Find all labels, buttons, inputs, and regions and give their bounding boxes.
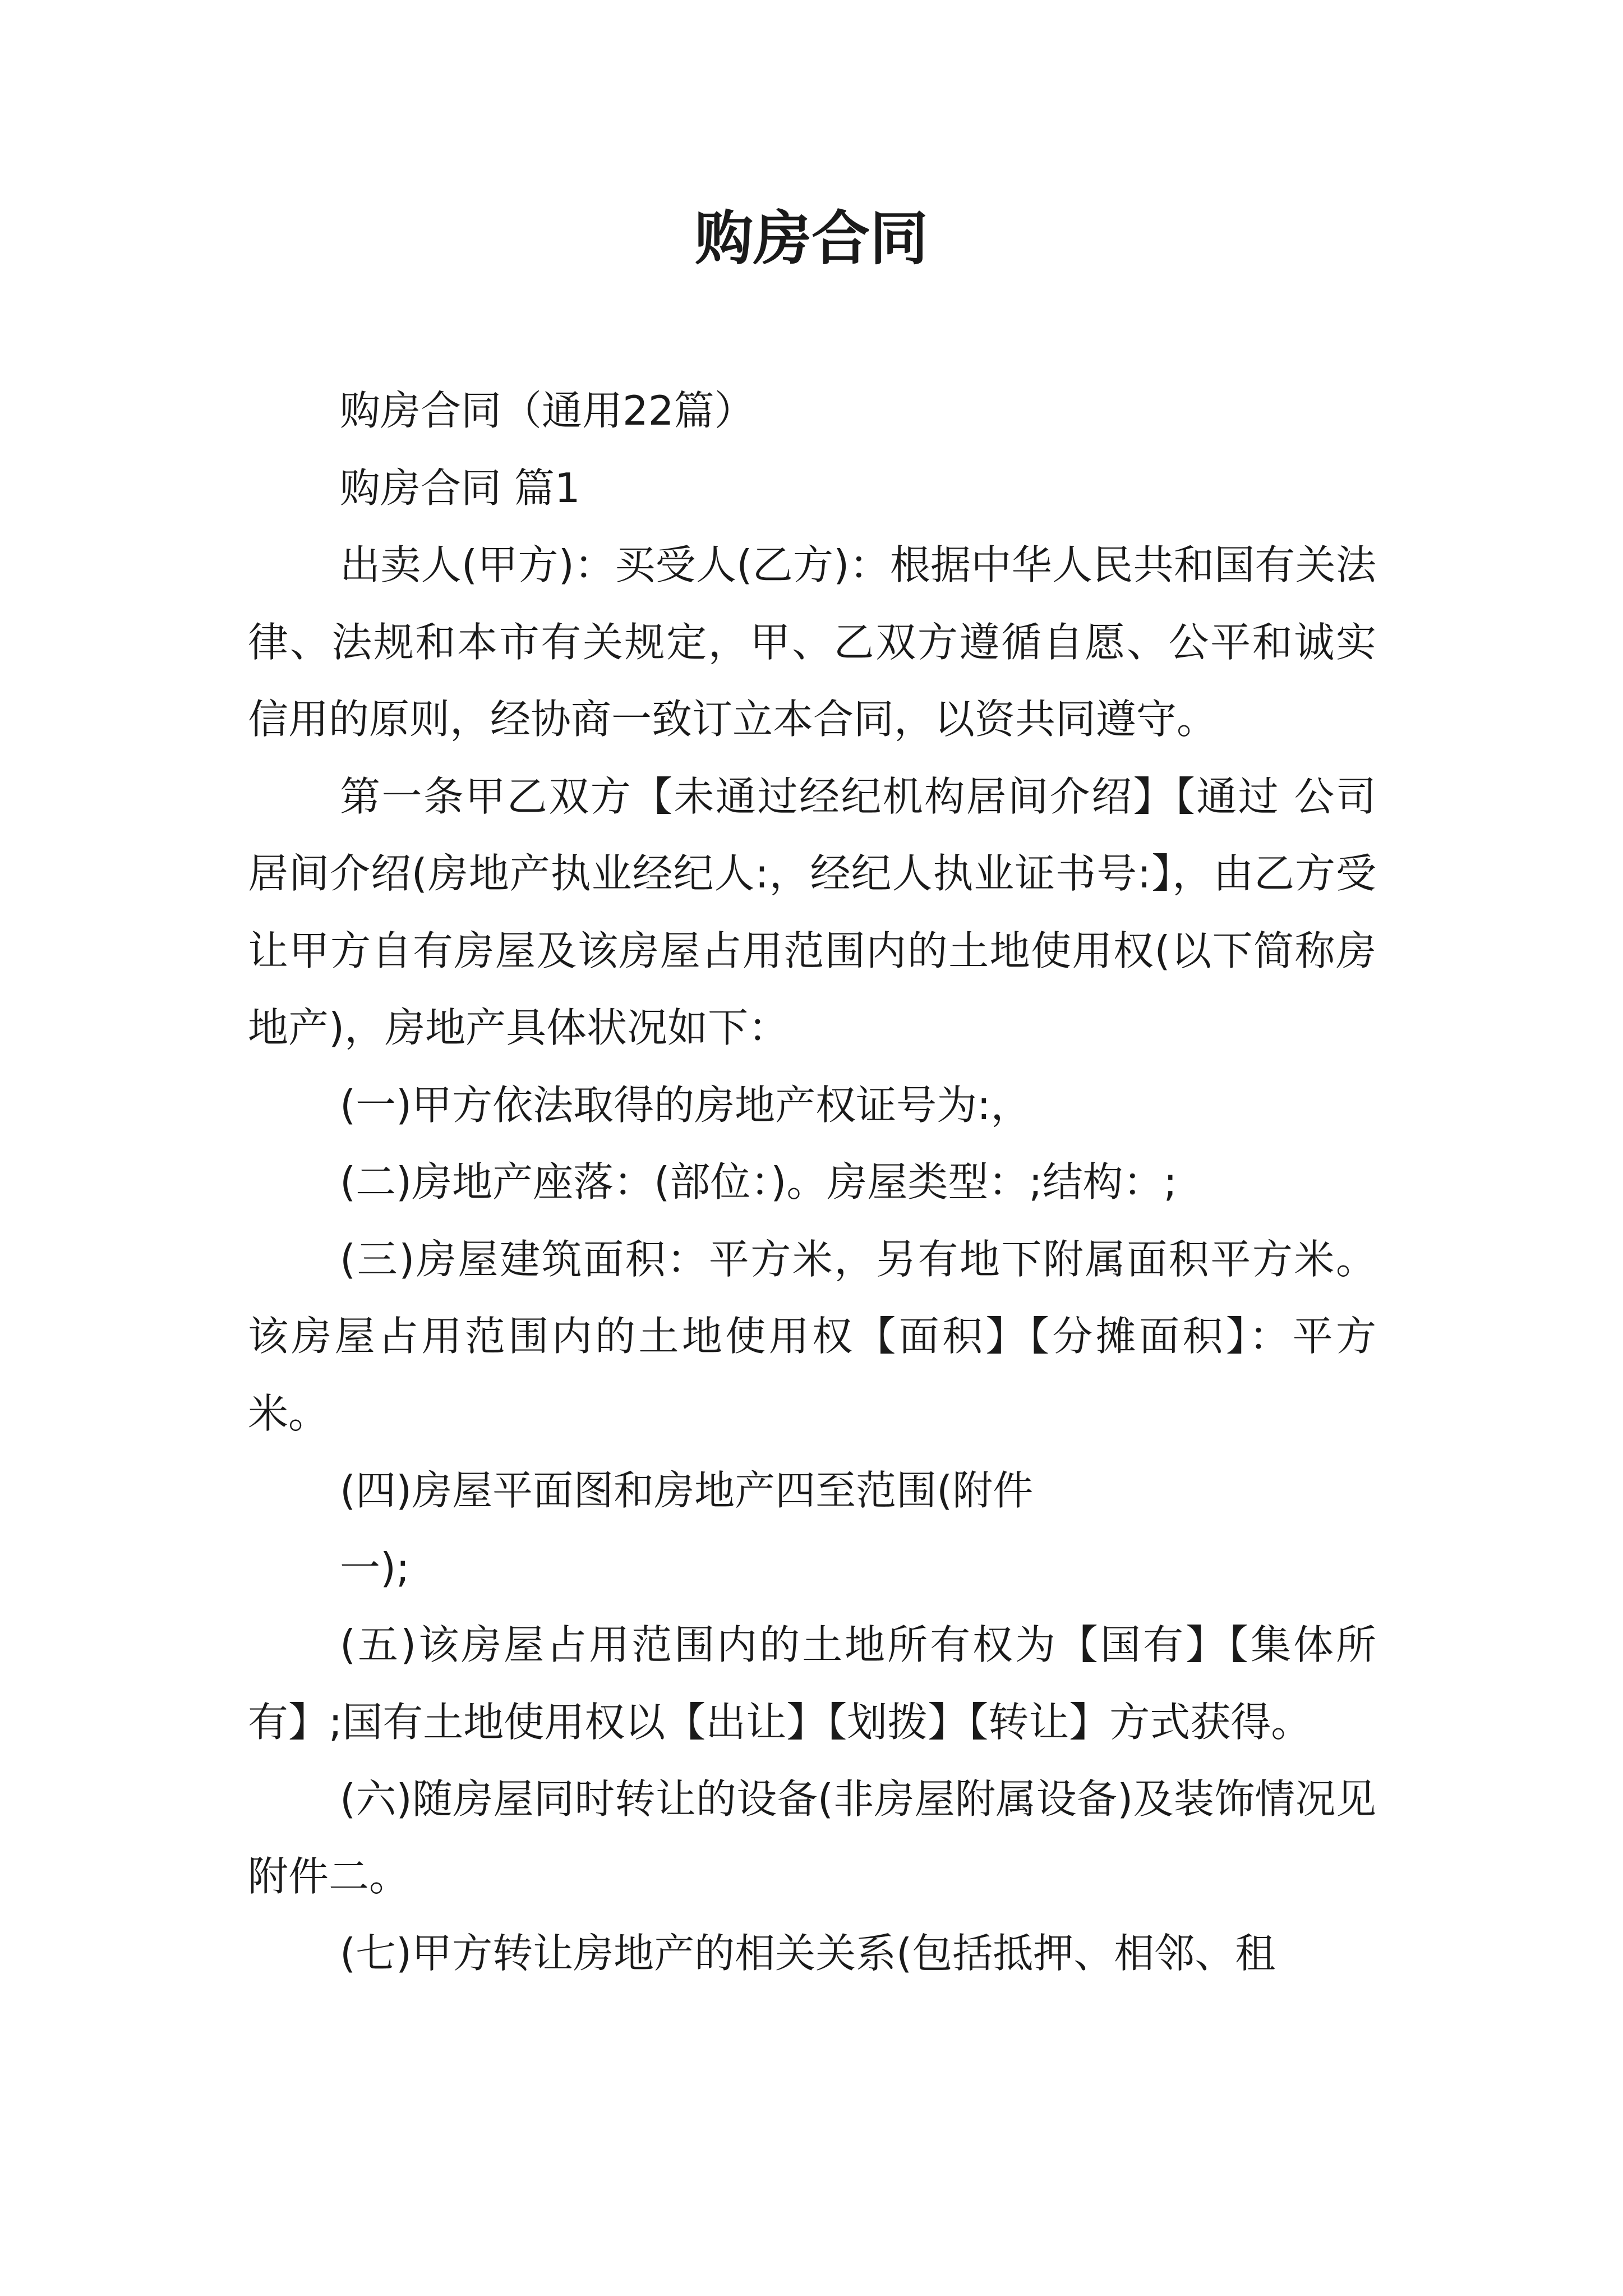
paragraph-item-5: (五)该房屋占用范围内的土地所有权为【国有】【集体所有】;国有土地使用权以【出让】【划拨】【转让】方式获得。 bbox=[248, 1621, 1376, 1746]
document-title: 购房合同 bbox=[694, 204, 928, 273]
paragraph-item-6: (六)随房屋同时转让的设备(非房屋附属设备)及装饰情况见附件二。 bbox=[248, 1775, 1376, 1900]
paragraph-article-one: 第一条甲乙双方【未通过经纪机构居间介绍】【通过 公司居间介绍(房地产执业经纪人:，经纪人执业证书号:】，由乙方受让甲方自有房屋及该房屋占用范围内的土地使用权(以下简称房地产)，房地产具体状况如下： bbox=[248, 772, 1376, 1051]
document-body bbox=[248, 372, 1376, 1993]
paragraph-item-3: (三)房屋建筑面积：平方米，另有地下附属面积平方米。该房屋占用范围内的土地使用权【面积】【分摊面积】：平方米。 bbox=[248, 1235, 1376, 1437]
paragraph-item-4-cont: 一); bbox=[340, 1544, 410, 1591]
paragraph-item-4: (四)房屋平面图和房地产四至范围(附件 bbox=[340, 1467, 1034, 1514]
paragraph-parties: 出卖人(甲方)：买受人(乙方)：根据中华人民共和国有关法律、法规和本市有关规定，甲、乙双方遵循自愿、公平和诚实信用的原则，经协商一致订立本合同，以资共同遵守。 bbox=[248, 541, 1376, 743]
paragraph-item-1: (一)甲方依法取得的房地产权证号为:， bbox=[340, 1081, 1031, 1129]
paragraph-item-2: (二)房地产座落：(部位：)。房屋类型：;结构：; bbox=[340, 1158, 1177, 1205]
paragraph-section-heading: 购房合同 篇1 bbox=[340, 464, 580, 512]
paragraph-collection-title: 购房合同（通用22篇） bbox=[340, 387, 755, 434]
paragraph-item-7: (七)甲方转让房地产的相关关系(包括抵押、相邻、租 bbox=[340, 1930, 1276, 1977]
